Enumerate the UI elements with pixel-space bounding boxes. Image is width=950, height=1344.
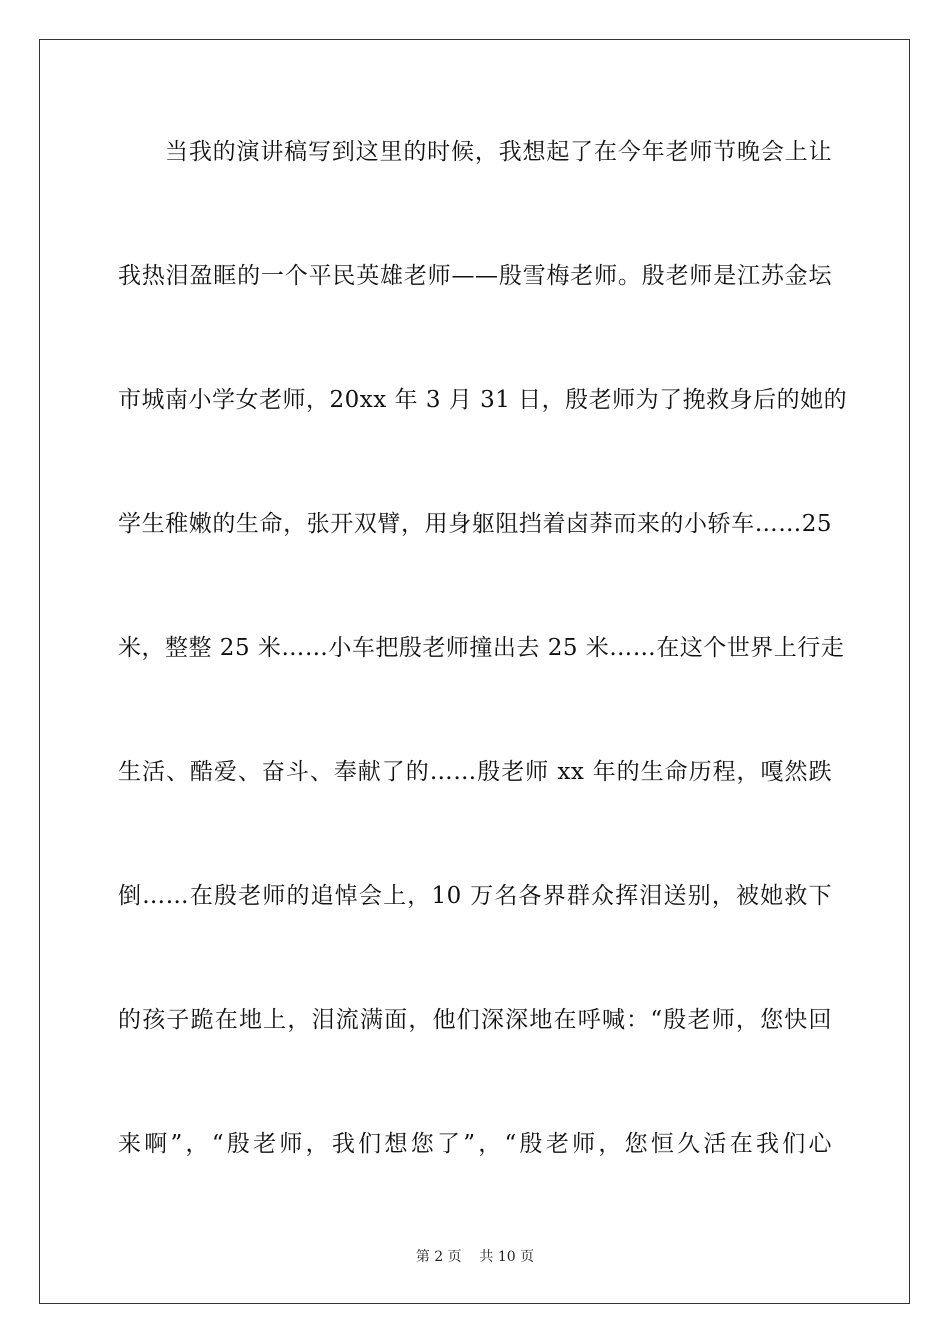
page-border (39, 39, 910, 1304)
paragraph-line: 米，整整 25 米……小车把殷老师撞出去 25 米……在这个世界上行走 (118, 635, 845, 661)
paragraph-line: 的孩子跪在地上，泪流满面，他们深深地在呼喊：“殷老师，您快回 (118, 1007, 832, 1033)
paragraph-line: 学生稚嫩的生命，张开双臂，用身躯阻挡着卤莽而来的小轿车……25 (118, 511, 832, 537)
paragraph-line: 我热泪盈眶的一个平民英雄老师——殷雪梅老师。殷老师是江苏金坛 (118, 263, 832, 289)
paragraph-line: 生活、酷爱、奋斗、奉献了的……殷老师 xx 年的生命历程，嘎然跌 (118, 759, 832, 785)
paragraph-line: 来啊”，“殷老师，我们想您了”，“殷老师，您恒久活在我们心 (118, 1131, 832, 1157)
paragraph-line: 当我的演讲稿写到这里的时候，我想起了在今年老师节晚会上让 (165, 139, 832, 165)
paragraph-line: 市城南小学女老师，20xx 年 3 月 31 日，殷老师为了挽救身后的她的 (118, 387, 848, 413)
paragraph-line: 倒……在殷老师的追悼会上，10 万名各界群众挥泪送别，被她救下 (118, 883, 832, 909)
page-number-footer: 第 2 页 共 10 页 (415, 1249, 535, 1265)
